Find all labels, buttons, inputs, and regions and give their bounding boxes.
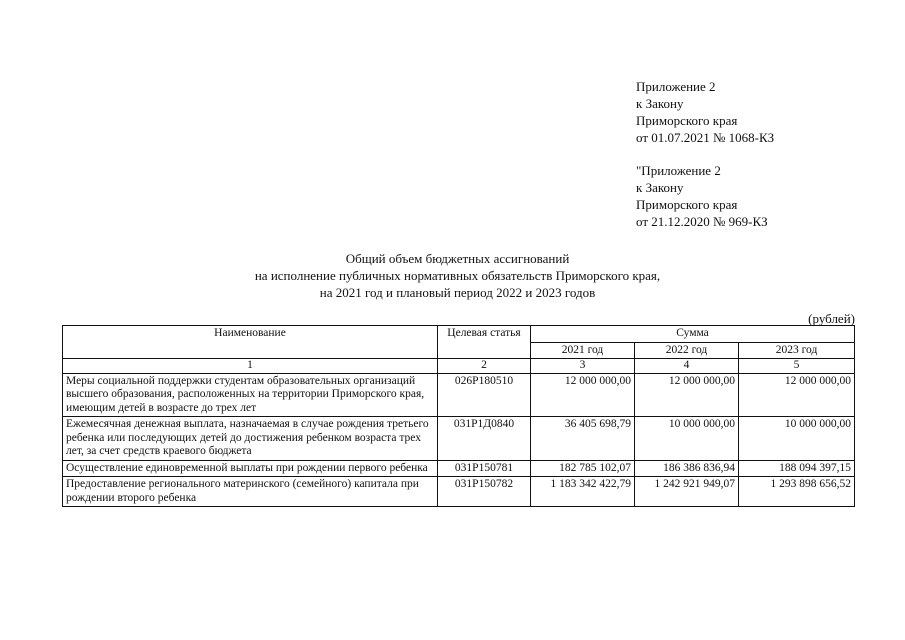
row-value-2023: 188 094 397,15: [739, 460, 855, 477]
row-code: 026Р180510: [438, 373, 531, 417]
title-line: на исполнение публичных нормативных обязательств Приморского края,: [254, 268, 661, 283]
row-value-2022: 12 000 000,00: [635, 373, 739, 417]
annex-line: Приложение 2: [636, 79, 716, 94]
annex-header-current: [636, 78, 774, 146]
row-code: 031Р1Д0840: [438, 417, 531, 461]
annex-line: к Закону: [636, 180, 684, 195]
row-value-2022: 10 000 000,00: [635, 417, 739, 461]
column-number: 3: [531, 359, 635, 374]
header-year-2022: 2022 год: [635, 342, 739, 359]
row-value-2022: 1 242 921 949,07: [635, 477, 739, 507]
annex-header-previous: [636, 162, 768, 230]
annex-line: к Закону: [636, 96, 684, 111]
annex-line: от 01.07.2021 № 1068-КЗ: [636, 130, 775, 145]
row-code: 031Р150781: [438, 460, 531, 477]
row-code: 031Р150782: [438, 477, 531, 507]
header-year-2023: 2023 год: [739, 342, 855, 359]
row-value-2023: 10 000 000,00: [739, 417, 855, 461]
column-number: 1: [63, 359, 438, 374]
header-code: Целевая статья: [438, 326, 531, 359]
table-row: [63, 373, 855, 417]
table-row: [63, 477, 855, 507]
title-line: на 2021 год и плановый период 2022 и 2023 годов: [319, 285, 596, 300]
row-value-2021: 12 000 000,00: [531, 373, 635, 417]
table-row: [63, 417, 855, 461]
table-header-row: [63, 326, 855, 343]
row-name: Меры социальной поддержки студентам образовательных организаций высшего образования, расположенных на территории Приморского края, имеющим детей в возрасте до трех лет: [63, 373, 438, 417]
document-title: [60, 250, 855, 301]
row-value-2023: 12 000 000,00: [739, 373, 855, 417]
row-value-2021: 36 405 698,79: [531, 417, 635, 461]
budget-table: [62, 325, 855, 507]
title-line: Общий объем бюджетных ассигнований: [345, 251, 570, 266]
row-name: Осуществление единовременной выплаты при рождении первого ребенка: [63, 460, 438, 477]
header-name: Наименование: [63, 326, 438, 359]
column-number: 5: [739, 359, 855, 374]
row-value-2021: 1 183 342 422,79: [531, 477, 635, 507]
row-value-2022: 186 386 836,94: [635, 460, 739, 477]
row-name: Предоставление регионального материнского (семейного) капитала при рождении второго ребенка: [63, 477, 438, 507]
table-row: [63, 460, 855, 477]
units-label: (рублей): [808, 311, 855, 326]
column-number: 4: [635, 359, 739, 374]
header-year-2021: 2021 год: [531, 342, 635, 359]
header-sum: Сумма: [531, 326, 855, 343]
row-name: Ежемесячная денежная выплата, назначаемая в случае рождения третьего ребенка или последующих детей до достижения ребенком возраста трех лет, за счет средств краевого бюджета: [63, 417, 438, 461]
annex-line: Приморского края: [636, 113, 738, 128]
annex-line: Приморского края: [636, 197, 738, 212]
annex-line: от 21.12.2020 № 969-КЗ: [636, 214, 768, 229]
row-value-2023: 1 293 898 656,52: [739, 477, 855, 507]
row-value-2021: 182 785 102,07: [531, 460, 635, 477]
column-number-row: [63, 359, 855, 374]
column-number: 2: [438, 359, 531, 374]
annex-line: "Приложение 2: [636, 163, 721, 178]
